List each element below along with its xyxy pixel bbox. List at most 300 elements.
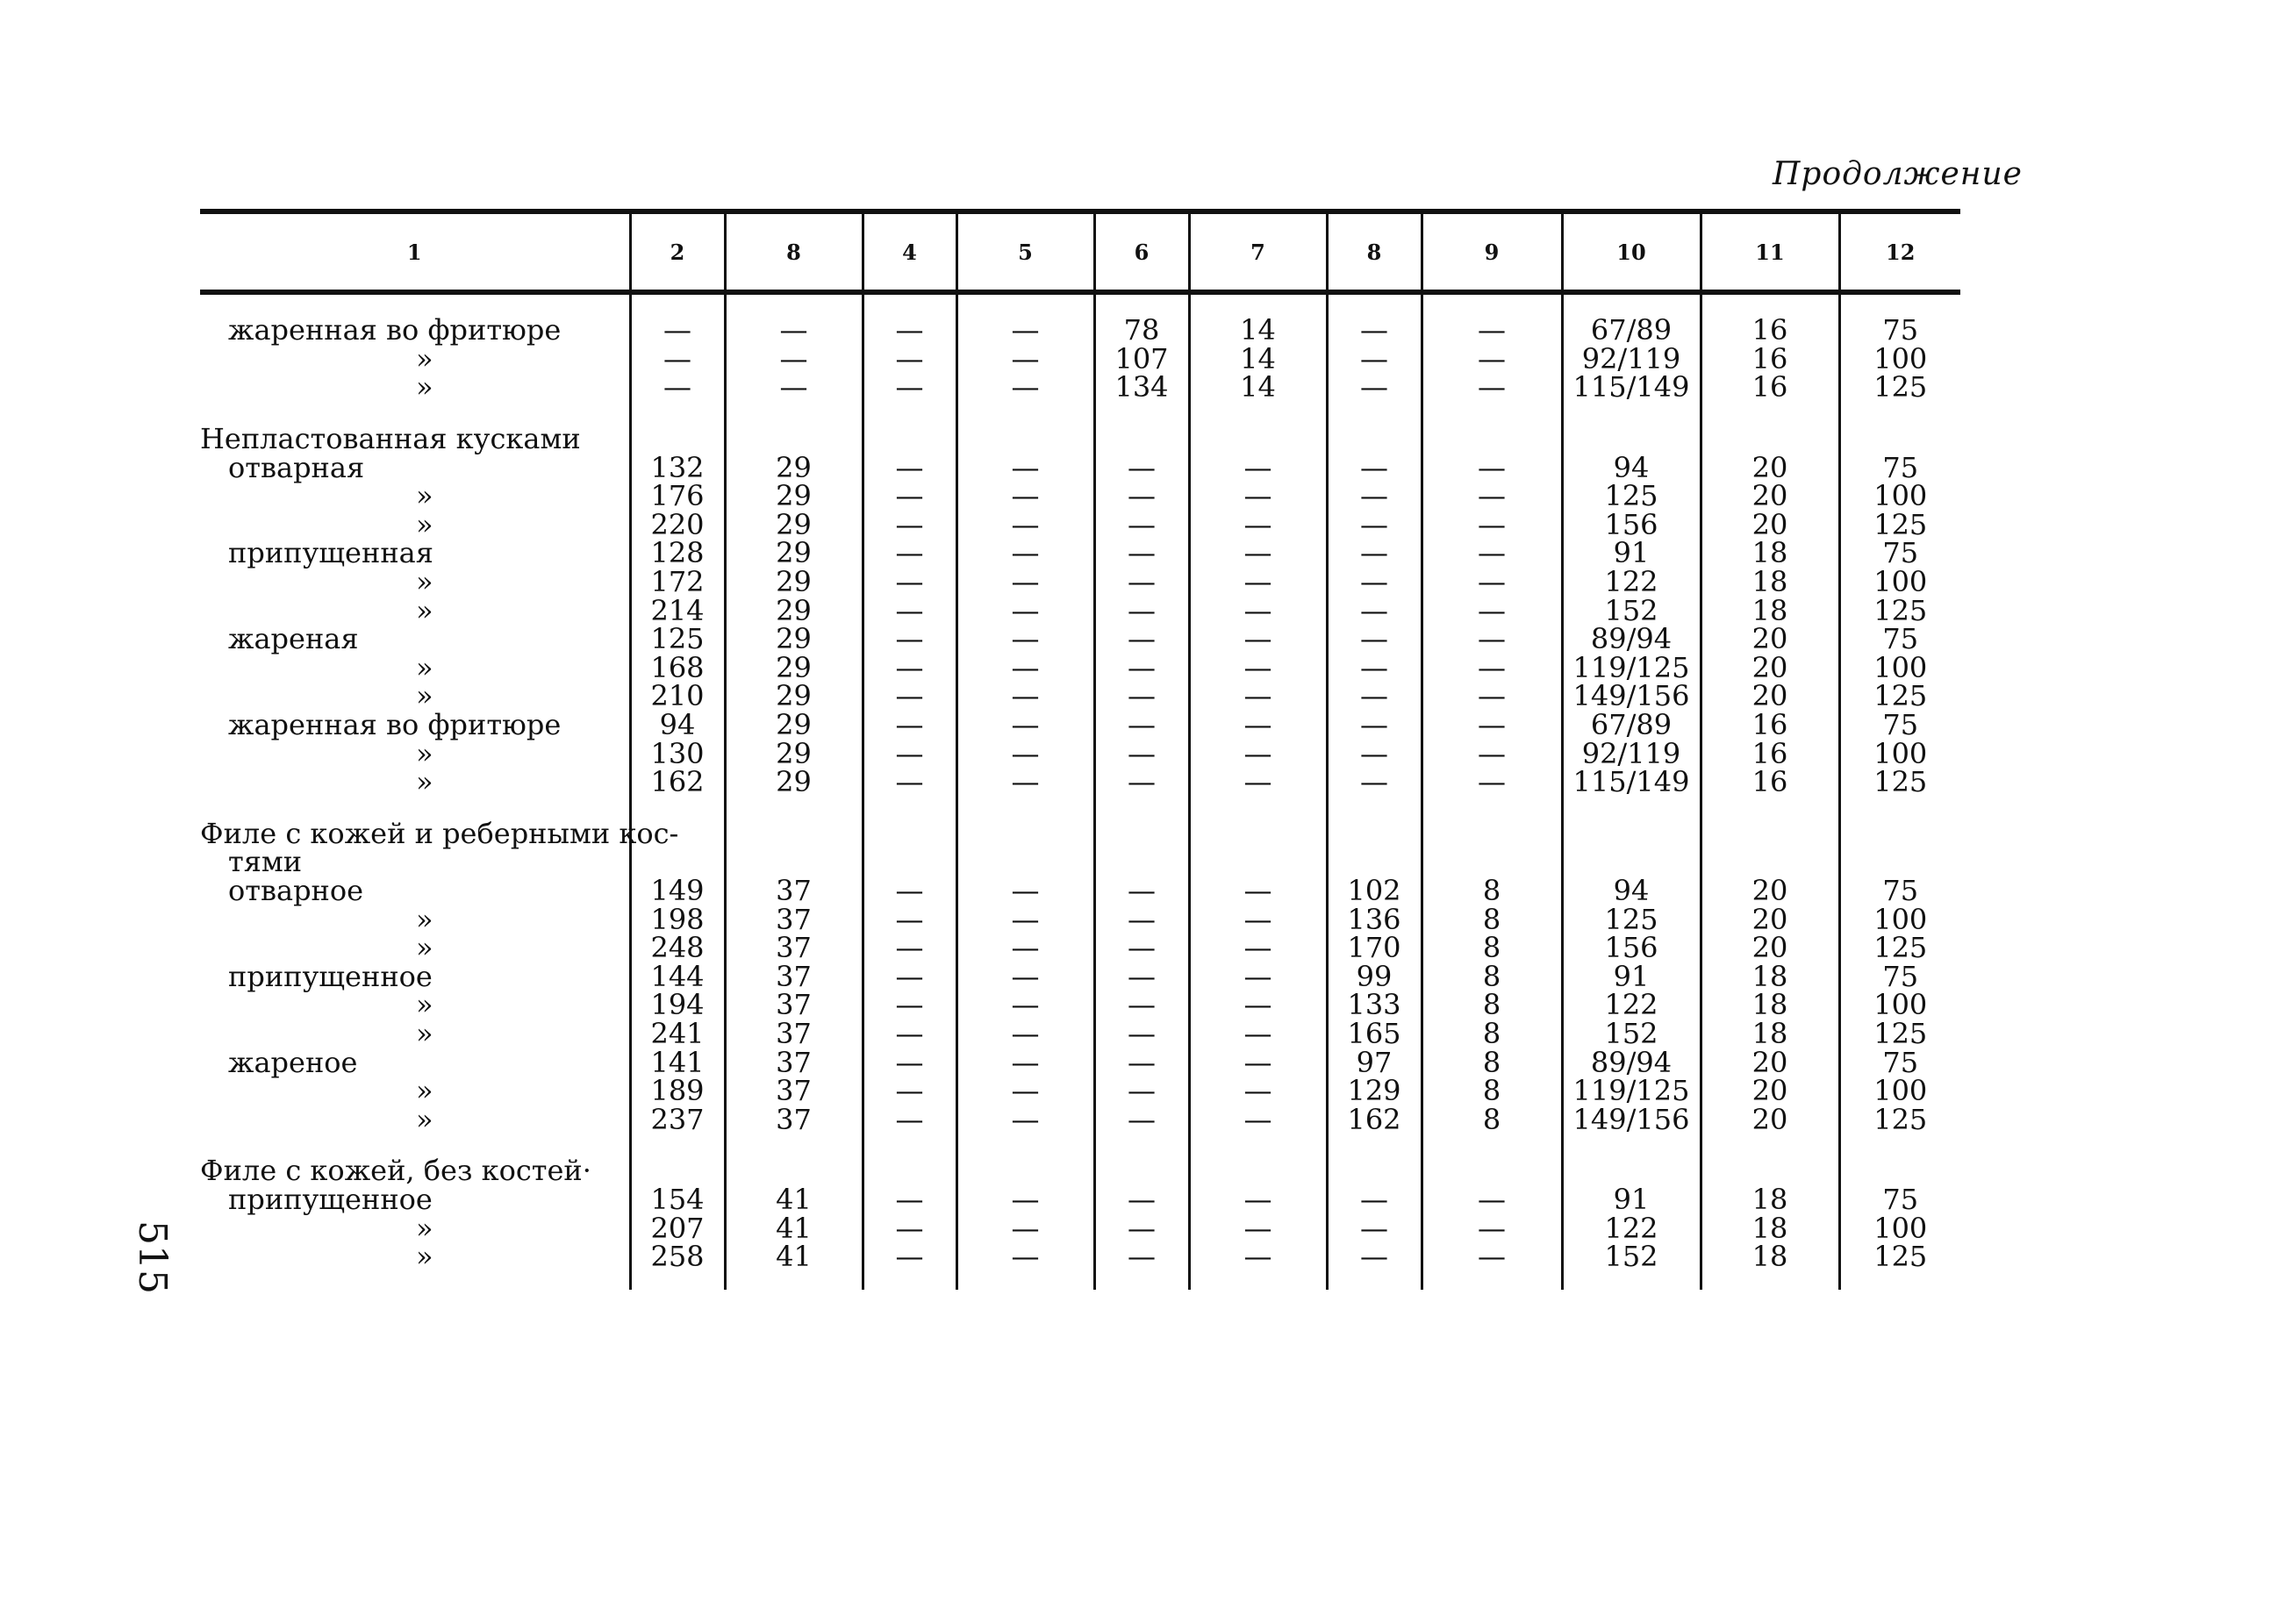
value-cell: —: [863, 568, 956, 597]
value-cell: 165: [1327, 1019, 1422, 1048]
value-cell: —: [863, 962, 956, 991]
value-cell: 149/156: [1562, 682, 1701, 711]
value-cell: 130: [630, 739, 725, 768]
value-cell: —: [863, 1048, 956, 1077]
ditto-mark: »: [416, 902, 433, 936]
value-cell: 152: [1562, 1242, 1701, 1291]
value-cell: [956, 848, 1094, 876]
table-row: [200, 682, 1960, 711]
row-label-cell: [200, 1242, 630, 1291]
value-cell: —: [1327, 711, 1422, 740]
value-cell: —: [1189, 596, 1327, 625]
table-row: [200, 1019, 1960, 1048]
spacer-cell: [725, 1134, 863, 1156]
value-cell: —: [1189, 1105, 1327, 1134]
spacer-cell: [200, 402, 630, 425]
value-cell: —: [1189, 453, 1327, 482]
row-label-cell: [200, 622, 630, 656]
spacer-cell: [1839, 797, 1960, 819]
value-cell: 75: [1839, 625, 1960, 654]
value-cell: —: [1094, 768, 1189, 797]
value-cell: —: [1422, 511, 1562, 540]
value-cell: —: [863, 1242, 956, 1291]
row-label-cell: [200, 565, 630, 599]
spacer-cell: [1094, 1134, 1189, 1156]
value-cell: —: [1327, 292, 1422, 345]
row-label-cell: [200, 536, 630, 570]
column-header: 8: [725, 211, 863, 292]
value-cell: 29: [725, 482, 863, 511]
spacer-cell: [1562, 797, 1701, 819]
value-cell: [1701, 848, 1839, 876]
value-cell: 18: [1701, 1019, 1839, 1048]
value-cell: 214: [630, 596, 725, 625]
column-header: 5: [956, 211, 1094, 292]
value-cell: 99: [1327, 962, 1422, 991]
value-cell: 100: [1839, 482, 1960, 511]
row-label: припущенное: [228, 1182, 433, 1216]
table-row: [200, 711, 1960, 740]
value-cell: —: [1094, 1213, 1189, 1242]
value-cell: 156: [1562, 511, 1701, 540]
value-cell: —: [1094, 934, 1189, 962]
value-cell: —: [1094, 962, 1189, 991]
value-cell: 144: [630, 962, 725, 991]
value-cell: —: [863, 511, 956, 540]
value-cell: 75: [1839, 1185, 1960, 1214]
row-label: Непластованная кусками: [200, 422, 581, 456]
value-cell: 125: [1839, 1105, 1960, 1134]
value-cell: —: [1094, 1242, 1189, 1291]
value-cell: 37: [725, 1048, 863, 1077]
value-cell: [1422, 819, 1562, 848]
row-label-cell: [200, 1182, 630, 1216]
value-cell: —: [956, 1077, 1094, 1105]
value-cell: —: [863, 482, 956, 511]
row-label: жаренная во фритюре: [228, 313, 562, 347]
row-label-cell: [200, 1211, 630, 1245]
value-cell: 100: [1839, 991, 1960, 1019]
value-cell: 8: [1422, 1019, 1562, 1048]
value-cell: —: [1327, 453, 1422, 482]
value-cell: —: [1327, 511, 1422, 540]
table-row: [200, 739, 1960, 768]
value-cell: 18: [1701, 1185, 1839, 1214]
value-cell: 152: [1562, 596, 1701, 625]
value-cell: 75: [1839, 876, 1960, 905]
value-cell: 8: [1422, 905, 1562, 934]
ditto-mark: »: [416, 341, 433, 376]
value-cell: 91: [1562, 539, 1701, 568]
ditto-mark: »: [416, 507, 433, 541]
spacer-cell: [1562, 402, 1701, 425]
value-cell: 14: [1189, 345, 1327, 374]
value-cell: —: [1189, 991, 1327, 1019]
value-cell: —: [1327, 345, 1422, 374]
table-body: [200, 292, 1960, 1290]
row-label-cell: [200, 650, 630, 684]
value-cell: —: [863, 905, 956, 934]
row-label-cell: [200, 292, 630, 345]
row-label-cell: [200, 959, 630, 993]
value-cell: —: [1094, 453, 1189, 482]
value-cell: 37: [725, 934, 863, 962]
value-cell: —: [956, 292, 1094, 345]
value-cell: —: [1189, 654, 1327, 683]
spacer-cell: [200, 1134, 630, 1156]
value-cell: 100: [1839, 568, 1960, 597]
value-cell: [630, 1156, 725, 1185]
value-cell: —: [1327, 482, 1422, 511]
value-cell: —: [1094, 711, 1189, 740]
value-cell: [725, 425, 863, 454]
row-label-cell: [200, 1016, 630, 1050]
value-cell: —: [1422, 596, 1562, 625]
value-cell: —: [1094, 482, 1189, 511]
value-cell: —: [1327, 373, 1422, 402]
row-label-cell: [200, 816, 679, 850]
spacer-cell: [1327, 402, 1422, 425]
value-cell: 20: [1701, 1105, 1839, 1134]
row-label: жаренная во фритюре: [228, 708, 562, 742]
value-cell: 67/89: [1562, 711, 1701, 740]
column-header: 2: [630, 211, 725, 292]
value-cell: [1839, 819, 1960, 848]
column-header: 7: [1189, 211, 1327, 292]
value-cell: 75: [1839, 453, 1960, 482]
value-cell: 115/149: [1562, 768, 1701, 797]
value-cell: —: [1422, 373, 1562, 402]
value-cell: —: [1094, 1185, 1189, 1214]
value-cell: 125: [1839, 596, 1960, 625]
value-cell: —: [863, 739, 956, 768]
value-cell: —: [1422, 453, 1562, 482]
row-label: Филе с кожей и реберными кос-: [200, 816, 679, 850]
row-label-cell: [200, 1102, 630, 1136]
value-cell: 20: [1701, 905, 1839, 934]
value-cell: 37: [725, 876, 863, 905]
value-cell: 29: [725, 711, 863, 740]
row-label: тями: [228, 845, 303, 879]
value-cell: 18: [1701, 962, 1839, 991]
column-header: 8: [1327, 211, 1422, 292]
value-cell: 241: [630, 1019, 725, 1048]
value-cell: [1701, 425, 1839, 454]
value-cell: —: [1094, 1077, 1189, 1105]
value-cell: —: [956, 345, 1094, 374]
table-row: [200, 1077, 1960, 1105]
value-cell: —: [1189, 905, 1327, 934]
value-cell: —: [956, 482, 1094, 511]
table-row: [200, 1048, 1960, 1077]
value-cell: [1327, 1156, 1422, 1185]
column-header: 12: [1839, 211, 1960, 292]
value-cell: 172: [630, 568, 725, 597]
value-cell: —: [1189, 768, 1327, 797]
value-cell: 37: [725, 991, 863, 1019]
value-cell: —: [863, 1077, 956, 1105]
value-cell: 20: [1701, 511, 1839, 540]
value-cell: 18: [1701, 1213, 1839, 1242]
value-cell: —: [1094, 991, 1189, 1019]
value-cell: [1327, 425, 1422, 454]
table-row: [200, 345, 1960, 374]
value-cell: 92/119: [1562, 739, 1701, 768]
value-cell: 29: [725, 654, 863, 683]
table-row: [200, 292, 1960, 345]
value-cell: —: [1327, 625, 1422, 654]
value-cell: 16: [1701, 292, 1839, 345]
table-row: [200, 1105, 1960, 1134]
value-cell: 119/125: [1562, 654, 1701, 683]
continuation-label: Продолжение: [1773, 156, 2023, 192]
row-label: жареное: [228, 1045, 358, 1079]
row-label: жареная: [228, 622, 359, 656]
value-cell: 141: [630, 1048, 725, 1077]
value-cell: 134: [1094, 373, 1189, 402]
value-cell: —: [1094, 1105, 1189, 1134]
value-cell: 100: [1839, 654, 1960, 683]
row-label-cell: [200, 873, 630, 907]
value-cell: —: [956, 711, 1094, 740]
value-cell: —: [1422, 539, 1562, 568]
value-cell: 125: [1562, 482, 1701, 511]
value-cell: —: [956, 373, 1094, 402]
value-cell: —: [863, 991, 956, 1019]
spacer-cell: [1094, 402, 1189, 425]
value-cell: 75: [1839, 962, 1960, 991]
ditto-mark: »: [416, 1211, 433, 1245]
value-cell: 8: [1422, 876, 1562, 905]
ditto-mark: »: [416, 1016, 433, 1050]
value-cell: —: [956, 1048, 1094, 1077]
value-cell: —: [1189, 568, 1327, 597]
value-cell: [1094, 819, 1189, 848]
value-cell: —: [956, 596, 1094, 625]
value-cell: [1562, 848, 1701, 876]
value-cell: —: [956, 1105, 1094, 1134]
row-label-cell: [200, 450, 630, 484]
spacer-cell: [200, 797, 630, 819]
row-label-cell: [200, 736, 630, 770]
ditto-mark: »: [416, 1074, 433, 1108]
value-cell: —: [1422, 654, 1562, 683]
value-cell: —: [1094, 682, 1189, 711]
value-cell: 75: [1839, 292, 1960, 345]
value-cell: 18: [1701, 596, 1839, 625]
column-header: 6: [1094, 211, 1189, 292]
value-cell: 133: [1327, 991, 1422, 1019]
value-cell: [1327, 848, 1422, 876]
value-cell: 91: [1562, 962, 1701, 991]
column-header: 10: [1562, 211, 1701, 292]
row-label-cell: [200, 422, 630, 456]
value-cell: —: [863, 539, 956, 568]
value-cell: —: [863, 876, 956, 905]
value-cell: 100: [1839, 345, 1960, 374]
value-cell: 220: [630, 511, 725, 540]
value-cell: —: [863, 934, 956, 962]
value-cell: [956, 1156, 1094, 1185]
value-cell: —: [1422, 345, 1562, 374]
value-cell: 125: [1839, 373, 1960, 402]
row-label-cell: [200, 507, 630, 541]
spacer-cell: [1422, 1134, 1562, 1156]
value-cell: 67/89: [1562, 292, 1701, 345]
spacer-cell: [1327, 797, 1422, 819]
value-cell: 194: [630, 991, 725, 1019]
table-row: [200, 962, 1960, 991]
value-cell: [1701, 1156, 1839, 1185]
value-cell: [1839, 1156, 1960, 1185]
value-cell: [725, 819, 863, 848]
row-label-cell: [200, 845, 630, 879]
value-cell: —: [863, 1185, 956, 1214]
value-cell: —: [1422, 625, 1562, 654]
value-cell: —: [956, 539, 1094, 568]
table-row: [200, 596, 1960, 625]
value-cell: 29: [725, 596, 863, 625]
value-cell: 18: [1701, 539, 1839, 568]
value-cell: 20: [1701, 934, 1839, 962]
value-cell: 41: [725, 1242, 863, 1291]
value-cell: 37: [725, 1019, 863, 1048]
value-cell: 20: [1701, 625, 1839, 654]
spacer-cell: [1701, 1134, 1839, 1156]
value-cell: —: [1422, 682, 1562, 711]
table-row: [200, 425, 1960, 454]
value-cell: 14: [1189, 292, 1327, 345]
value-cell: —: [863, 768, 956, 797]
spacer-cell: [863, 402, 956, 425]
value-cell: —: [1189, 1242, 1327, 1291]
table-row: [200, 373, 1960, 402]
value-cell: 37: [725, 905, 863, 934]
value-cell: 125: [1839, 511, 1960, 540]
value-cell: —: [1422, 711, 1562, 740]
value-cell: —: [1094, 625, 1189, 654]
value-cell: 100: [1839, 1213, 1960, 1242]
value-cell: 162: [630, 768, 725, 797]
value-cell: 37: [725, 1105, 863, 1134]
value-cell: 20: [1701, 453, 1839, 482]
value-cell: 156: [1562, 934, 1701, 962]
value-cell: —: [1094, 539, 1189, 568]
value-cell: 258: [630, 1242, 725, 1291]
row-label-cell: [200, 679, 630, 713]
value-cell: 89/94: [1562, 1048, 1701, 1077]
value-cell: 37: [725, 962, 863, 991]
value-cell: [1422, 848, 1562, 876]
value-cell: —: [1094, 905, 1189, 934]
value-cell: —: [1422, 1213, 1562, 1242]
value-cell: —: [863, 654, 956, 683]
value-cell: —: [956, 768, 1094, 797]
value-cell: —: [1189, 962, 1327, 991]
row-label-cell: [200, 765, 630, 799]
value-cell: [630, 848, 725, 876]
value-cell: —: [956, 1242, 1094, 1291]
row-label-cell: [200, 341, 630, 376]
row-label: отварная: [228, 450, 365, 484]
spacer-cell: [1189, 797, 1327, 819]
value-cell: 16: [1701, 768, 1839, 797]
ditto-mark: »: [416, 370, 433, 404]
value-cell: —: [1189, 511, 1327, 540]
value-cell: 8: [1422, 1077, 1562, 1105]
value-cell: [1189, 425, 1327, 454]
value-cell: [956, 819, 1094, 848]
spacer-cell: [1839, 1134, 1960, 1156]
row-label-cell: [200, 1045, 630, 1079]
row-label-cell: [200, 902, 630, 936]
value-cell: —: [1094, 568, 1189, 597]
table-row: [200, 848, 1960, 876]
value-cell: [1422, 425, 1562, 454]
value-cell: [1562, 819, 1701, 848]
row-label-cell: [200, 931, 630, 965]
value-cell: 102: [1327, 876, 1422, 905]
value-cell: 170: [1327, 934, 1422, 962]
table-row: [200, 625, 1960, 654]
spacer-cell: [956, 1134, 1094, 1156]
value-cell: —: [1327, 739, 1422, 768]
value-cell: [630, 425, 725, 454]
value-cell: 29: [725, 625, 863, 654]
value-cell: —: [725, 292, 863, 345]
value-cell: 125: [1839, 682, 1960, 711]
value-cell: —: [630, 373, 725, 402]
value-cell: 8: [1422, 1048, 1562, 1077]
ditto-mark: »: [416, 593, 433, 627]
ditto-mark: »: [416, 479, 433, 513]
value-cell: —: [863, 596, 956, 625]
ditto-mark: »: [416, 931, 433, 965]
value-cell: —: [956, 654, 1094, 683]
spacer-cell: [1189, 1134, 1327, 1156]
row-label-cell: [200, 479, 630, 513]
value-cell: —: [1422, 1242, 1562, 1291]
row-label: отварное: [228, 873, 364, 907]
value-cell: [1701, 819, 1839, 848]
value-cell: —: [1189, 934, 1327, 962]
value-cell: 20: [1701, 1077, 1839, 1105]
value-cell: [1094, 848, 1189, 876]
value-cell: 125: [1839, 1019, 1960, 1048]
value-cell: —: [1094, 876, 1189, 905]
value-cell: 16: [1701, 345, 1839, 374]
value-cell: 75: [1839, 1048, 1960, 1077]
value-cell: —: [863, 292, 956, 345]
value-cell: 8: [1422, 991, 1562, 1019]
value-cell: 210: [630, 682, 725, 711]
table-row: [200, 539, 1960, 568]
nutrition-table: [200, 209, 1960, 1290]
value-cell: —: [1094, 511, 1189, 540]
table-row: [200, 991, 1960, 1019]
value-cell: 122: [1562, 1213, 1701, 1242]
value-cell: —: [956, 1019, 1094, 1048]
row-label: припущенное: [228, 959, 433, 993]
page-number: 515: [130, 1220, 175, 1294]
value-cell: —: [1422, 568, 1562, 597]
value-cell: 125: [1839, 934, 1960, 962]
spacer-row: [200, 402, 1960, 425]
value-cell: [1094, 1156, 1189, 1185]
value-cell: —: [1189, 482, 1327, 511]
value-cell: [863, 425, 956, 454]
value-cell: —: [956, 962, 1094, 991]
